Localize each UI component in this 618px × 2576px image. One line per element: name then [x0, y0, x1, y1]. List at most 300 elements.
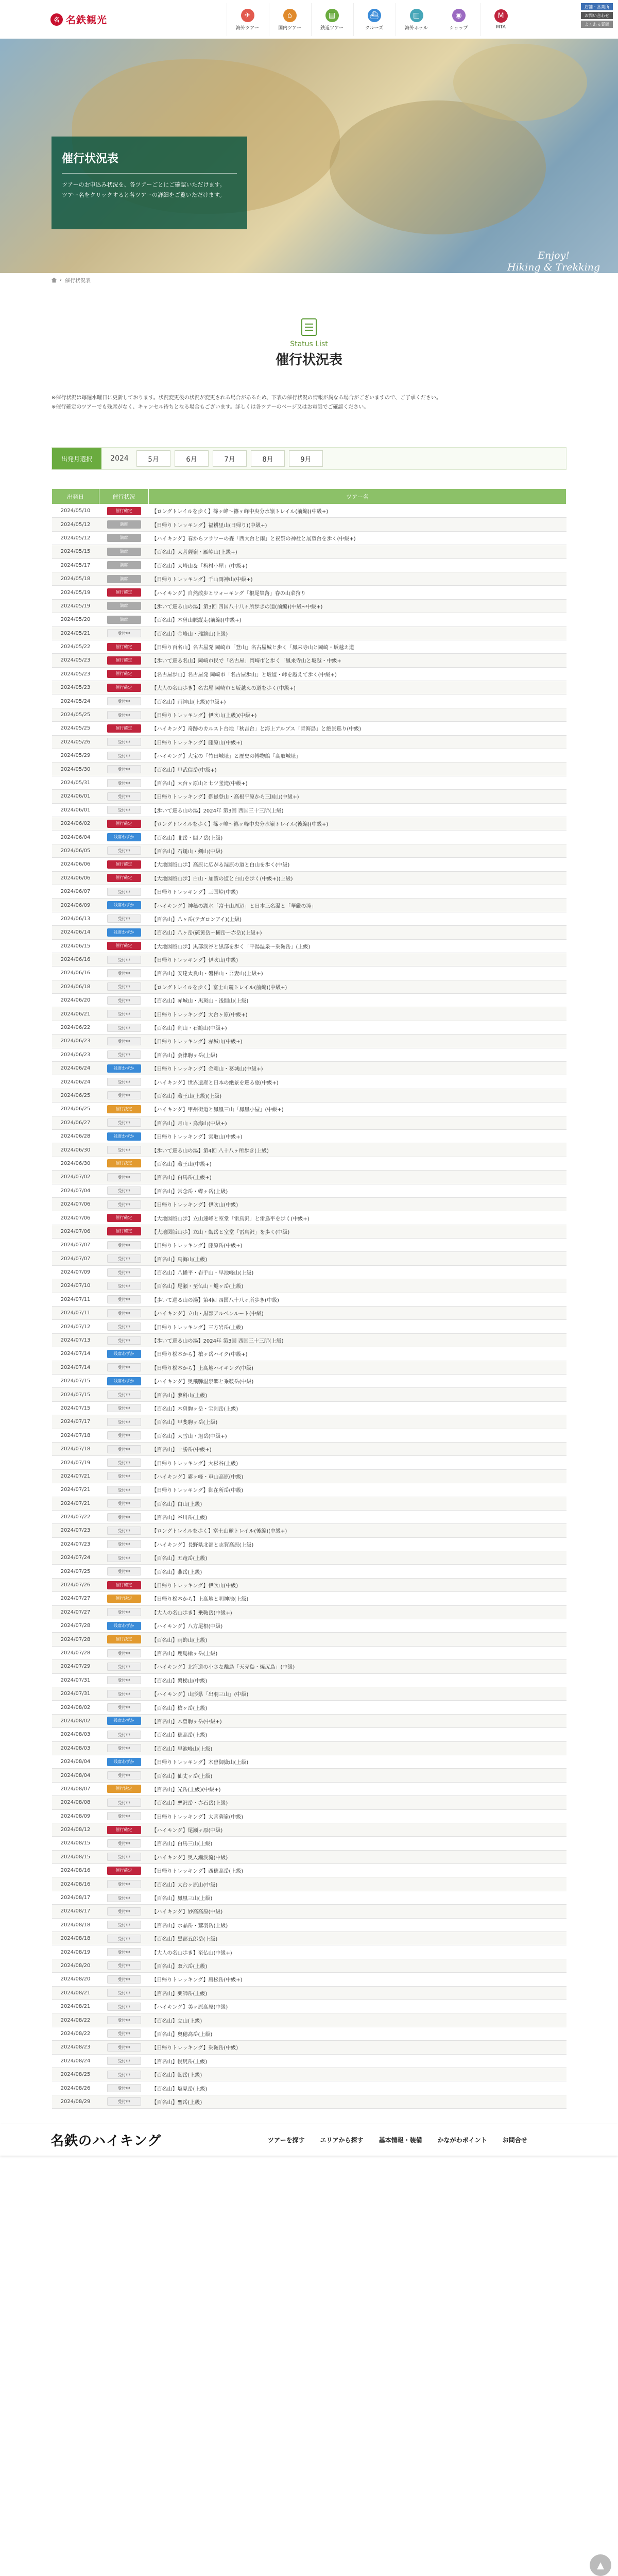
status-badge: 催行確定: [107, 1581, 141, 1589]
nav-item-label: MTA: [496, 25, 506, 30]
status-cell: [99, 1687, 149, 1700]
departure-date: 2024/07/24: [52, 1551, 99, 1565]
tour-name-link[interactable]: 【ロングトレイルを歩く】富士山麓トレイル(前編)(中級+): [149, 980, 566, 993]
tour-name-link[interactable]: 【日帰りトレッキング】御在所岳(中級): [149, 1483, 566, 1497]
tour-name-link[interactable]: 【日帰り百名山】名古屋発 岡崎市「登山」名古屋城と歩く「鳳来寺山と岡崎・坂越え道: [149, 640, 566, 653]
nav-item[interactable]: [227, 3, 268, 36]
tour-name-link[interactable]: 【百名山】金峰山・瑞牆山(上級): [149, 626, 566, 640]
table-row: [52, 1456, 566, 1469]
contact-link[interactable]: お問い合わせ: [581, 12, 613, 19]
status-badge: 催行確定: [107, 1867, 141, 1875]
tour-name-link[interactable]: 【百名山】石鎚山・剣山(中級): [149, 844, 566, 857]
status-badge: 催行確定: [107, 1826, 141, 1834]
status-badge: 受付中: [107, 1173, 141, 1181]
status-cell: [99, 1456, 149, 1469]
status-badge: 受付中: [107, 2003, 141, 2011]
departure-date: 2024/07/06: [52, 1197, 99, 1211]
departure-date: 2024/05/15: [52, 545, 99, 558]
tour-name-link[interactable]: 【百名山】安達太良山・磐梯山・吾妻山(上級+): [149, 967, 566, 980]
month-tab[interactable]: 9月: [289, 450, 323, 467]
status-cell: [99, 735, 149, 749]
departure-date: 2024/06/06: [52, 858, 99, 871]
tour-name-link[interactable]: 【日帰りトレッキング】千山岡神山(中級+): [149, 572, 566, 585]
status-badge: 受付中: [107, 1323, 141, 1331]
tour-name-link[interactable]: 【百名山】甲武信岳(中級+): [149, 762, 566, 776]
tour-name-link[interactable]: 【百名山】水晶岳・鷲羽岳(上級): [149, 1918, 566, 1931]
table-row: [52, 1483, 566, 1497]
status-cell: [99, 1239, 149, 1252]
departure-date: 2024/08/03: [52, 1741, 99, 1755]
tour-name-link[interactable]: 【大地図版山歩】高原に広がる湿原の道と白山を歩く(中級): [149, 858, 566, 871]
status-badge: 受付中: [107, 1989, 141, 1997]
tour-name-link[interactable]: 【百名山】立山(上級): [149, 2013, 566, 2027]
departure-date: 2024/06/23: [52, 1035, 99, 1048]
tour-name-link[interactable]: 【百名山】甲斐駒ヶ岳(上級): [149, 1415, 566, 1429]
tour-name-link[interactable]: 【百名山】奥穂高岳(上級): [149, 2027, 566, 2040]
tour-name-link[interactable]: 【大人の名山歩き】至仏山(中級+): [149, 1945, 566, 1959]
status-cell: [99, 1782, 149, 1795]
departure-date: 2024/08/25: [52, 2067, 99, 2081]
status-cell: [99, 681, 149, 694]
status-cell: [99, 1769, 149, 1782]
table-row: [52, 1701, 566, 1714]
home-icon[interactable]: [52, 278, 57, 283]
departure-date: 2024/07/31: [52, 1687, 99, 1700]
nav-item-label: 鉄道ツアー: [320, 25, 344, 31]
status-cell: [99, 1701, 149, 1714]
table-row: [52, 640, 566, 653]
table-row: [52, 912, 566, 925]
table-row: [52, 722, 566, 735]
table-row: [52, 545, 566, 558]
tour-name-link[interactable]: 【百名山】悪沢岳・赤石岳(上級): [149, 1796, 566, 1809]
train-icon: ▤: [325, 9, 339, 22]
table-row: [52, 1592, 566, 1605]
status-badge: 満席: [107, 561, 141, 569]
tour-name-link[interactable]: 【百名山】蓼科山(上級): [149, 1388, 566, 1401]
table-row: [52, 1171, 566, 1184]
status-badge: 受付中: [107, 1921, 141, 1929]
tour-name-link[interactable]: 【百名山】大菩薩嶺・雁峠山(上級+): [149, 545, 566, 558]
status-badge: 受付中: [107, 1024, 141, 1032]
tour-name-link[interactable]: 【日帰り松本から】上高地ハイキング(中級): [149, 1361, 566, 1374]
tour-name-link[interactable]: 【百名山】鳳凰三山(上級): [149, 1891, 566, 1904]
tour-name-link[interactable]: 【百名山】白山(上級): [149, 1497, 566, 1510]
tour-name-link[interactable]: 【百名山】大崎山＆「梅村小屋」(中級+): [149, 558, 566, 572]
faq-link[interactable]: よくある質問: [581, 21, 613, 28]
tour-name-link[interactable]: 【大人の名山歩き】乗鞍岳(中級+): [149, 1605, 566, 1619]
departure-date: 2024/06/18: [52, 980, 99, 993]
tour-name-link[interactable]: 【百名山】剱岳(上級): [149, 2067, 566, 2081]
status-badge: 受付中: [107, 1472, 141, 1480]
tour-name-link[interactable]: 【百名山】大台ヶ原山(中級): [149, 1877, 566, 1891]
tour-name-link[interactable]: 【日帰りトレッキング】藤原岳(中級+): [149, 1239, 566, 1252]
table-row: [52, 1687, 566, 1700]
tour-name-link[interactable]: 【ハイキング】北海道の小さな離島「天売島・焼尻島」(中級): [149, 1660, 566, 1673]
tour-name-link[interactable]: 【百名山】槍ヶ岳(上級): [149, 1701, 566, 1714]
tour-name-link[interactable]: 【大地図版山歩】黒部渓谷と黒部を歩く「平湯温泉～乗鞍岳」(上級): [149, 939, 566, 953]
status-badge: 受付中: [107, 1948, 141, 1956]
table-row: [52, 572, 566, 585]
table-row: [52, 1605, 566, 1619]
status-badge: 受付中: [107, 1894, 141, 1902]
status-badge: 受付中: [107, 2029, 141, 2038]
tour-name-link[interactable]: 【百名山】鳥海山(上級): [149, 1252, 566, 1265]
status-badge: 受付中: [107, 1445, 141, 1453]
table-row: [52, 518, 566, 531]
departure-date: 2024/07/18: [52, 1442, 99, 1455]
departure-date: 2024/07/27: [52, 1605, 99, 1619]
table-row: [52, 953, 566, 966]
table-row: [52, 831, 566, 844]
table-row: [52, 2081, 566, 2095]
status-cell: [99, 1007, 149, 1021]
status-badge: 残席わずか: [107, 1064, 141, 1073]
tour-name-link[interactable]: 【日帰りトレッキング】木曽御嶽山(上級): [149, 1755, 566, 1768]
status-cell: [99, 1891, 149, 1904]
table-row: [52, 1347, 566, 1361]
table-row: [52, 1021, 566, 1034]
tour-name-link[interactable]: 【日帰りトレッキング】伊吹山(中級): [149, 953, 566, 966]
status-cell: [99, 1959, 149, 1972]
status-cell: [99, 1565, 149, 1578]
tour-name-link[interactable]: 【百名山】谷川岳(上級): [149, 1510, 566, 1523]
tour-name-link[interactable]: 【ハイキング】長野県北部と志賀高原(上級): [149, 1537, 566, 1551]
departure-date: 2024/05/10: [52, 504, 99, 518]
departure-date: 2024/08/02: [52, 1714, 99, 1727]
nav-item[interactable]: [438, 3, 479, 36]
table-row: [52, 1945, 566, 1959]
table-row: [52, 1918, 566, 1931]
status-cell: [99, 531, 149, 545]
tour-name-link[interactable]: 【百名山】十勝岳(中級+): [149, 1442, 566, 1455]
tour-name-link[interactable]: 【ハイキング】奥入瀬渓流(中級): [149, 1850, 566, 1863]
table-row: [52, 899, 566, 912]
tour-name-link[interactable]: 【百名山】大台ヶ原山と七ツ釜滝(中級+): [149, 776, 566, 789]
status-badge: 受付中: [107, 1608, 141, 1616]
month-selector-label: 出発月選択: [52, 448, 101, 469]
status-cell: [99, 1361, 149, 1374]
tour-name-link[interactable]: 【日帰りトレッキング】大杉谷(上級): [149, 1456, 566, 1469]
tour-name-link[interactable]: 【百名山】剣山・石鎚山(中級+): [149, 1021, 566, 1034]
status-badge: 受付中: [107, 1540, 141, 1548]
tour-name-link[interactable]: 【ハイキング】奥飛騨温泉郷と乗鞍岳(中級): [149, 1375, 566, 1388]
status-cell: [99, 1633, 149, 1646]
tour-name-link[interactable]: 【日帰りトレッキング】福耕里山(日帰り)(中級+): [149, 518, 566, 531]
table-row: [52, 980, 566, 993]
tour-name-link[interactable]: 【日帰りトレッキング】伊吹山(中級): [149, 1578, 566, 1591]
status-cell: [99, 1918, 149, 1931]
nav-item[interactable]: [311, 3, 352, 36]
nav-item[interactable]: [480, 3, 521, 36]
tour-name-link[interactable]: 【ロングトレイルを歩く】篠ヶ峰～篠ヶ峰中央分水嶺トレイル(前編)(中級+): [149, 504, 566, 518]
departure-date: 2024/05/23: [52, 667, 99, 681]
status-cell: [99, 626, 149, 640]
tour-name-link[interactable]: 【百名山】木曽駒ヶ岳・宝剣岳(上級): [149, 1401, 566, 1415]
tour-name-link[interactable]: 【百名山】木曽駒ヶ岳(中級+): [149, 1714, 566, 1727]
status-cell: [99, 1265, 149, 1279]
tour-name-link[interactable]: 【ハイキング】尾瀬ヶ原(中級): [149, 1823, 566, 1836]
status-badge: 受付中: [107, 1676, 141, 1684]
table-row: [52, 994, 566, 1007]
departure-date: 2024/08/23: [52, 2041, 99, 2054]
status-badge: 満席: [107, 520, 141, 529]
tour-name-link[interactable]: 【ハイキング】大宝の「竹田城址」と歴史の博物館「高取城址」: [149, 749, 566, 762]
tour-name-link[interactable]: 【歩いて巡る山の湯】第4回 八十八ヶ所歩き(上級): [149, 1143, 566, 1157]
departure-date: 2024/08/16: [52, 1864, 99, 1877]
status-badge: 受付中: [107, 1663, 141, 1671]
tour-name-link[interactable]: 【百名山】蔵王山(上級)(上級): [149, 1089, 566, 1102]
tour-name-link[interactable]: 【百名山】北岳・間ノ岳(上級): [149, 831, 566, 844]
departure-date: 2024/08/15: [52, 1850, 99, 1863]
table-row: [52, 1633, 566, 1646]
table-row: [52, 1429, 566, 1442]
status-badge: 受付中: [107, 1282, 141, 1290]
departure-date: 2024/06/06: [52, 871, 99, 885]
tour-name-link[interactable]: 【日帰りトレッキング】乗鞍岳(中級): [149, 2041, 566, 2054]
status-cell: [99, 1973, 149, 1986]
status-badge: 受付中: [107, 779, 141, 787]
menu-find-tour[interactable]: ツアーを探す: [268, 2136, 305, 2144]
tour-name-link[interactable]: 【百名山】穂高岳(上級): [149, 1728, 566, 1741]
status-cell: [99, 654, 149, 667]
status-cell: [99, 2081, 149, 2095]
tour-name-link[interactable]: 【百名山】両神山(上級)(中級+): [149, 694, 566, 708]
store-link[interactable]: 店舗・営業所: [581, 3, 613, 10]
hiking-logo[interactable]: 名鉄のハイキング: [50, 2133, 162, 2149]
table-row: [52, 2067, 566, 2081]
status-cell: [99, 2013, 149, 2027]
arrow-up-icon: ▲: [597, 2560, 604, 2571]
tour-name-link[interactable]: 【百名山】八幡平・岩手山・早池峰山(上級): [149, 1265, 566, 1279]
tour-name-link[interactable]: 【歩いて巡る名山】岡崎市民で「名古屋」岡崎市と歩く「鳳来寺山と坂越・中級+: [149, 654, 566, 667]
status-badge: 受付中: [107, 1513, 141, 1521]
tour-name-link[interactable]: 【ロングトレイルを歩く】富士山麓トレイル(後編)(中級+): [149, 1524, 566, 1537]
status-badge: 受付中: [107, 1799, 141, 1807]
tour-name-link[interactable]: 【日帰りトレッキング】雲取山(中級+): [149, 1129, 566, 1143]
tour-name-link[interactable]: 【日帰り松本から】槍ヶ岳ハイク(中級+): [149, 1347, 566, 1361]
table-row: [52, 504, 566, 518]
tour-name-link[interactable]: 【歩いて巡る山の湯】2024年 第3回 西国三十三所(上級): [149, 803, 566, 817]
scroll-to-top-button[interactable]: [590, 2554, 611, 2576]
status-cell: [99, 831, 149, 844]
status-cell: [99, 776, 149, 789]
tour-name-link[interactable]: 【百名山】木曽山脈縦走(前編)(中級+): [149, 613, 566, 626]
brand[interactable]: [50, 12, 107, 26]
table-row: [52, 694, 566, 708]
tour-name-link[interactable]: 【百名山】常念岳・蝶ヶ岳(上級): [149, 1184, 566, 1197]
status-badge: 受付中: [107, 1554, 141, 1562]
status-badge: 受付中: [107, 765, 141, 773]
tour-name-link[interactable]: 【大地図版山歩】立山連峰と室堂「雷鳥沢」と雷鳥平を歩く(中級+): [149, 1211, 566, 1225]
status-badge: 受付中: [107, 1690, 141, 1698]
departure-date: 2024/06/30: [52, 1157, 99, 1170]
status-badge: 催行確定: [107, 874, 141, 882]
status-badge: 催行確定: [107, 588, 141, 597]
tour-name-link[interactable]: 【百名山】赤城山・黒斑山・浅間山(上級): [149, 994, 566, 1007]
breadcrumb: [52, 276, 91, 284]
tour-name-link[interactable]: 【歩いて巡る山の湯】第3回 四国八十八ヶ所歩きの道(前編)(中級~中級+): [149, 599, 566, 613]
departure-date: 2024/07/15: [52, 1375, 99, 1388]
tour-name-link[interactable]: 【百名山】会津駒ヶ岳(上級): [149, 1048, 566, 1061]
tour-name-link[interactable]: 【ハイキング】自然散歩とウォーキング「根尾集落」春の山菜狩り: [149, 586, 566, 599]
tour-name-link[interactable]: 【日帰りトレッキング】伊吹山(中級): [149, 1197, 566, 1211]
departure-date: 2024/06/16: [52, 967, 99, 980]
tour-name-link[interactable]: 【日帰りトレッキング】金剛山・葛城山(中級+): [149, 1062, 566, 1075]
tour-name-link[interactable]: 【ロングトレイルを歩く】篠ヶ峰～篠ヶ峰中央分水嶺トレイル(後編)(中級+): [149, 817, 566, 830]
status-badge: 受付中: [107, 1010, 141, 1018]
tour-name-link[interactable]: 【日帰りトレッキング】大台ヶ原(中級+): [149, 1007, 566, 1021]
tour-name-link[interactable]: 【歩いて巡る山の湯】2024年 第3回 西国三十三所(上級): [149, 1333, 566, 1347]
month-tab[interactable]: 7月: [213, 450, 247, 467]
departure-date: 2024/08/24: [52, 2054, 99, 2067]
status-cell: [99, 1388, 149, 1401]
status-cell: [99, 749, 149, 762]
tour-name-link[interactable]: 【ハイキング】甲州街道と鳳凰三山「鳳凰小屋」(中級+): [149, 1103, 566, 1116]
tour-name-link[interactable]: 【日帰りトレッキング】三国峠(中級): [149, 885, 566, 898]
tour-name-link[interactable]: 【百名山】薬師岳(上級): [149, 1986, 566, 1999]
status-cell: [99, 1375, 149, 1388]
tour-name-link[interactable]: 【名古屋歩山】名古屋発 岡崎市「名古屋歩山」と坂道・峠を越えて歩く(中級+): [149, 667, 566, 681]
month-tab[interactable]: 5月: [136, 450, 170, 467]
status-badge: 受付中: [107, 1363, 141, 1371]
status-badge: 受付中: [107, 1037, 141, 1045]
tour-name-link[interactable]: 【大地図版山歩】白山・加賀の道と白山を歩く(中級+)(上級): [149, 871, 566, 885]
status-cell: [99, 1728, 149, 1741]
tour-name-link[interactable]: 【ハイキング】霧ヶ峰・車山高原(中級): [149, 1469, 566, 1483]
departure-date: 2024/06/24: [52, 1075, 99, 1089]
tour-name-link[interactable]: 【百名山】鹿島槍ヶ岳(上級): [149, 1646, 566, 1659]
table-row: [52, 1741, 566, 1755]
tour-name-link[interactable]: 【百名山】燕岳(上級): [149, 1565, 566, 1578]
departure-date: 2024/05/17: [52, 558, 99, 572]
status-cell: [99, 1415, 149, 1429]
tour-name-link[interactable]: 【日帰りトレッキング】御嶽登山・高根平原から三国山(中級+): [149, 790, 566, 803]
table-row: [52, 1510, 566, 1523]
tour-name-link[interactable]: 【日帰りトレッキング】西穂高岳(上級): [149, 1864, 566, 1877]
tour-name-link[interactable]: 【百名山】白馬岳(上級+): [149, 1171, 566, 1184]
status-badge: 催行決定: [107, 1785, 141, 1793]
table-row: [52, 1116, 566, 1129]
table-row: [52, 667, 566, 681]
tour-name-link[interactable]: 【百名山】仙丈ヶ岳(上級): [149, 1769, 566, 1782]
status-badge: 催行決定: [107, 1159, 141, 1167]
status-cell: [99, 1905, 149, 1918]
table-row: [52, 1891, 566, 1904]
departure-date: 2024/07/21: [52, 1483, 99, 1497]
tour-name-link[interactable]: 【日帰りトレッキング】三方岩岳(上級): [149, 1320, 566, 1333]
tour-name-link[interactable]: 【百名山】双六岳(上級): [149, 1959, 566, 1972]
menu-contact[interactable]: お問合せ: [502, 2136, 527, 2144]
nav-item[interactable]: [353, 3, 394, 36]
tour-name-link[interactable]: 【百名山】八ヶ岳(テガロンアイ)(上級): [149, 912, 566, 925]
status-cell: [99, 1551, 149, 1565]
tour-name-link[interactable]: 【百名山】塩見岳(上級): [149, 2081, 566, 2095]
tour-name-link[interactable]: 【ハイキング】美ヶ原高原(中級): [149, 1999, 566, 2013]
month-tab[interactable]: 6月: [175, 450, 209, 467]
tour-name-link[interactable]: 【百名山】五竜岳(上級): [149, 1551, 566, 1565]
status-cell: [99, 1660, 149, 1673]
table-row: [52, 844, 566, 857]
departure-date: 2024/06/21: [52, 1007, 99, 1021]
status-badge: 催行確定: [107, 1214, 141, 1222]
table-row: [52, 967, 566, 980]
departure-date: 2024/05/21: [52, 626, 99, 640]
tour-name-link[interactable]: 【日帰りトレッキング】赤城山(中級+): [149, 1035, 566, 1048]
status-cell: [99, 1116, 149, 1129]
tour-name-link[interactable]: 【ハイキング】八方尾根(中級): [149, 1619, 566, 1633]
tour-name-link[interactable]: 【百名山】八ヶ岳(硫黄岳～横岳～赤岳)(上級+): [149, 926, 566, 939]
tour-name-link[interactable]: 【ハイキング】神秘の湖水「富士山周辺」と日本三名瀑と「華厳の滝」: [149, 899, 566, 912]
tour-name-link[interactable]: 【日帰りトレッキング】藤原山(中級+): [149, 735, 566, 749]
table-row: [52, 1129, 566, 1143]
tour-name-link[interactable]: 【百名山】月山・鳥海山(中級+): [149, 1116, 566, 1129]
tour-name-link[interactable]: 【ハイキング】立山・黒部アルペンルート(中級): [149, 1307, 566, 1320]
tour-name-link[interactable]: 【百名山】雨飾山(上級): [149, 1633, 566, 1646]
tour-name-link[interactable]: 【日帰りトレッキング】伊吹山(上級)(中級+): [149, 708, 566, 721]
table-row: [52, 599, 566, 613]
tour-name-link[interactable]: 【百名山】尾瀬・至仏山・燧ヶ岳(上級): [149, 1279, 566, 1293]
status-cell: [99, 1184, 149, 1197]
status-cell: [99, 572, 149, 585]
table-row: [52, 1415, 566, 1429]
departure-date: 2024/07/27: [52, 1592, 99, 1605]
status-cell: [99, 1197, 149, 1211]
tour-name-link[interactable]: 【ハイキング】山形県「出羽三山」(中級): [149, 1687, 566, 1700]
menu-basic-info[interactable]: 基本情報・装備: [379, 2136, 422, 2144]
table-row: [52, 1143, 566, 1157]
menu-find-area[interactable]: エリアから探す: [320, 2136, 364, 2144]
tour-name-link[interactable]: 【百名山】磐梯山(中級): [149, 1673, 566, 1687]
status-badge: 受付中: [107, 1200, 141, 1209]
map-land-shape: [453, 44, 587, 121]
month-tab[interactable]: 8月: [251, 450, 285, 467]
tour-name-link[interactable]: 【日帰り松本から】上高地と明神池(上級): [149, 1592, 566, 1605]
tour-name-link[interactable]: 【大人の名山歩き】名古屋 岡崎市と坂越えの道を歩く(中級+): [149, 681, 566, 694]
tour-name-link[interactable]: 【百名山】聖岳(上級): [149, 2095, 566, 2108]
tour-name-link[interactable]: 【百名山】白馬三山(上級): [149, 1837, 566, 1850]
tour-name-link[interactable]: 【百名山】大雪山・旭岳(中級+): [149, 1429, 566, 1442]
departure-date: 2024/07/04: [52, 1184, 99, 1197]
tour-name-link[interactable]: 【ハイキング】春からフラワーの森「西大台と雨」と祝祭の神社と展望台を歩く(中級+): [149, 531, 566, 545]
tour-name-link[interactable]: 【百名山】蔵王山(中級+): [149, 1157, 566, 1170]
menu-points[interactable]: かながわポイント: [437, 2136, 487, 2144]
status-badge: 受付中: [107, 1527, 141, 1535]
tour-name-link[interactable]: 【ハイキング】世界遺産と日本の絶景を巡る旅(中級+): [149, 1075, 566, 1089]
tour-name-link[interactable]: 【百名山】幌尻岳(上級): [149, 2054, 566, 2067]
nav-item[interactable]: [396, 3, 437, 36]
tour-name-link[interactable]: 【ハイキング】奇跡のカルスト台地「秋吉台」と海上アルプス「青海島」と絶景巡り(中級): [149, 722, 566, 735]
tour-name-link[interactable]: 【百名山】光岳(上級)(中級+): [149, 1782, 566, 1795]
tour-name-link[interactable]: 【大地図版山歩】立山・劔岳と室堂「雷鳥沢」を歩く(中級): [149, 1225, 566, 1238]
tour-name-link[interactable]: 【歩いて巡る山の湯】第4回 四国八十八ヶ所歩き(中級): [149, 1293, 566, 1306]
table-row: [52, 1660, 566, 1673]
nav-item[interactable]: [269, 3, 310, 36]
status-badge: 受付中: [107, 1812, 141, 1820]
status-cell: [99, 1129, 149, 1143]
tour-name-link[interactable]: 【ハイキング】妙高高原(中級): [149, 1905, 566, 1918]
tour-name-link[interactable]: 【百名山】早池峰山(上級): [149, 1741, 566, 1755]
tour-name-link[interactable]: 【日帰りトレッキング】唐松岳(中級+): [149, 1973, 566, 1986]
status-badge: 受付中: [107, 1118, 141, 1127]
departure-date: 2024/08/12: [52, 1823, 99, 1836]
tour-name-link[interactable]: 【日帰りトレッキング】大菩薩嶺(中級): [149, 1809, 566, 1823]
status-badge: 受付中: [107, 2057, 141, 2065]
status-badge: 受付中: [107, 956, 141, 964]
tour-name-link[interactable]: 【百名山】黒部五郎岳(上級): [149, 1932, 566, 1945]
departure-date: 2024/05/30: [52, 762, 99, 776]
status-badge: 受付中: [107, 752, 141, 760]
